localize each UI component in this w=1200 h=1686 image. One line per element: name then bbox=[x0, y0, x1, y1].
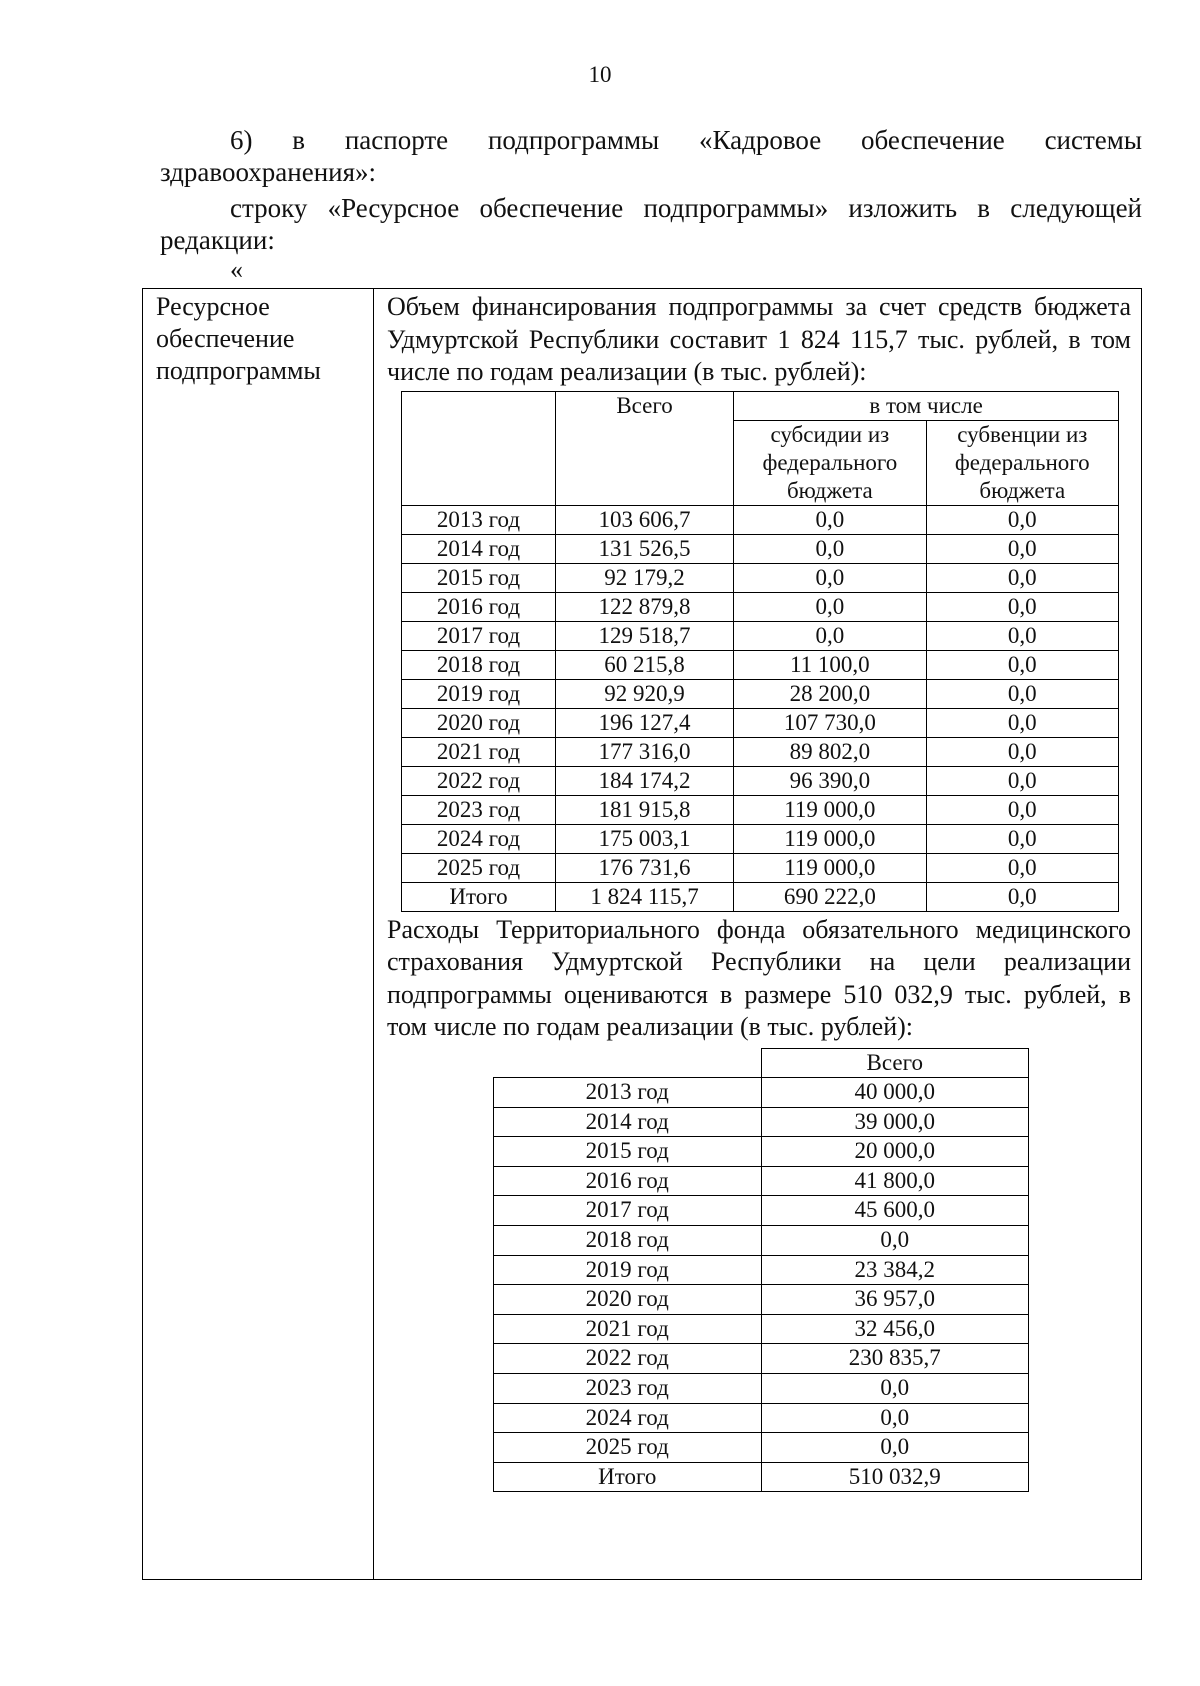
budget-cell-subsidies: 96 390,0 bbox=[734, 766, 926, 795]
budget-cell-year: 2016 год bbox=[402, 592, 556, 621]
budget-cell-year: 2020 год bbox=[402, 708, 556, 737]
budget-cell-subventions: 0,0 bbox=[926, 621, 1118, 650]
tfoms-cell-year: 2018 год bbox=[494, 1226, 762, 1256]
table-row bbox=[402, 882, 1119, 911]
budget-cell-subsidies: 119 000,0 bbox=[734, 824, 926, 853]
table-row bbox=[402, 708, 1119, 737]
budget-cell-total: 60 215,8 bbox=[555, 650, 733, 679]
table-row bbox=[494, 1433, 1029, 1463]
table-row bbox=[494, 1107, 1029, 1137]
budget-cell-total: 103 606,7 bbox=[555, 505, 733, 534]
tfoms-cell-year: 2024 год bbox=[494, 1403, 762, 1433]
budget-cell-total: 175 003,1 bbox=[555, 824, 733, 853]
tfoms-cell-year: 2013 год bbox=[494, 1078, 762, 1108]
budget-cell-subventions: 0,0 bbox=[926, 592, 1118, 621]
budget-cell-total: 122 879,8 bbox=[555, 592, 733, 621]
tfoms-table-header-row bbox=[494, 1048, 1029, 1078]
budget-cell-subventions: 0,0 bbox=[926, 853, 1118, 882]
table-row bbox=[494, 1196, 1029, 1226]
budget-cell-subventions: 0,0 bbox=[926, 737, 1118, 766]
budget-cell-total: 181 915,8 bbox=[555, 795, 733, 824]
budget-cell-subventions: 0,0 bbox=[926, 534, 1118, 563]
budget-cell-year: 2019 год bbox=[402, 679, 556, 708]
tfoms-cell-total: 230 835,7 bbox=[761, 1344, 1029, 1374]
left-cell-line-3: подпрограммы bbox=[156, 356, 321, 385]
tfoms-table bbox=[493, 1048, 1029, 1493]
table-row bbox=[494, 1166, 1029, 1196]
table-row bbox=[402, 563, 1119, 592]
table-row bbox=[402, 534, 1119, 563]
budget-cell-subventions: 0,0 bbox=[926, 679, 1118, 708]
table-row bbox=[402, 650, 1119, 679]
table-row bbox=[402, 824, 1119, 853]
budget-cell-year: 2018 год bbox=[402, 650, 556, 679]
tfoms-cell-total: 45 600,0 bbox=[761, 1196, 1029, 1226]
tfoms-cell-year: 2021 год bbox=[494, 1314, 762, 1344]
tfoms-cell-total: 0,0 bbox=[761, 1403, 1029, 1433]
table-row bbox=[494, 1255, 1029, 1285]
tfoms-cell-total: 23 384,2 bbox=[761, 1255, 1029, 1285]
tfoms-cell-year: 2017 год bbox=[494, 1196, 762, 1226]
tfoms-cell-year: 2025 год bbox=[494, 1433, 762, 1463]
left-cell bbox=[156, 291, 366, 387]
budget-cell-total: 131 526,5 bbox=[555, 534, 733, 563]
budget-table-header-subsidies: субсидии из федерального бюджета bbox=[734, 420, 926, 505]
budget-cell-subsidies: 690 222,0 bbox=[734, 882, 926, 911]
budget-cell-subsidies: 107 730,0 bbox=[734, 708, 926, 737]
budget-cell-year: 2015 год bbox=[402, 563, 556, 592]
tfoms-cell-total: 39 000,0 bbox=[761, 1107, 1029, 1137]
intro-line-4: редакции: bbox=[160, 225, 275, 255]
budget-cell-subventions: 0,0 bbox=[926, 766, 1118, 795]
budget-cell-total: 92 920,9 bbox=[555, 679, 733, 708]
budget-cell-subventions: 0,0 bbox=[926, 563, 1118, 592]
budget-cell-subsidies: 89 802,0 bbox=[734, 737, 926, 766]
budget-cell-year: 2022 год bbox=[402, 766, 556, 795]
column-divider bbox=[373, 289, 374, 1579]
budget-cell-total: 129 518,7 bbox=[555, 621, 733, 650]
budget-cell-subsidies: 28 200,0 bbox=[734, 679, 926, 708]
budget-cell-subsidies: 119 000,0 bbox=[734, 795, 926, 824]
tfoms-cell-year: Итого bbox=[494, 1462, 762, 1492]
budget-cell-subsidies: 0,0 bbox=[734, 592, 926, 621]
tfoms-cell-total: 41 800,0 bbox=[761, 1166, 1029, 1196]
tfoms-table-header-total: Всего bbox=[761, 1048, 1029, 1078]
tfoms-cell-total: 32 456,0 bbox=[761, 1314, 1029, 1344]
budget-cell-subsidies: 0,0 bbox=[734, 534, 926, 563]
tfoms-cell-year: 2020 год bbox=[494, 1285, 762, 1315]
right-cell bbox=[387, 291, 1131, 1492]
budget-cell-total: 196 127,4 bbox=[555, 708, 733, 737]
tfoms-cell-total: 0,0 bbox=[761, 1374, 1029, 1404]
intro-line-3: строку «Ресурсное обеспечение подпрограммы» изложить в следующей bbox=[230, 193, 1142, 223]
budget-cell-subventions: 0,0 bbox=[926, 882, 1118, 911]
table-row bbox=[494, 1462, 1029, 1492]
table-row bbox=[402, 505, 1119, 534]
tfoms-cell-year: 2014 год bbox=[494, 1107, 762, 1137]
table-row bbox=[494, 1226, 1029, 1256]
budget-table-header-row-1 bbox=[402, 391, 1119, 420]
intro-line-2: здравоохранения»: bbox=[160, 157, 377, 187]
tfoms-cell-total: 20 000,0 bbox=[761, 1137, 1029, 1167]
budget-cell-subsidies: 11 100,0 bbox=[734, 650, 926, 679]
budget-cell-subventions: 0,0 bbox=[926, 505, 1118, 534]
table-row bbox=[402, 853, 1119, 882]
table-row bbox=[402, 592, 1119, 621]
tfoms-cell-year: 2022 год bbox=[494, 1344, 762, 1374]
tfoms-cell-year: 2016 год bbox=[494, 1166, 762, 1196]
budget-cell-total: 184 174,2 bbox=[555, 766, 733, 795]
budget-cell-subventions: 0,0 bbox=[926, 795, 1118, 824]
budget-cell-subsidies: 0,0 bbox=[734, 505, 926, 534]
budget-cell-year: 2025 год bbox=[402, 853, 556, 882]
table-row bbox=[402, 795, 1119, 824]
budget-cell-year: 2014 год bbox=[402, 534, 556, 563]
budget-cell-subventions: 0,0 bbox=[926, 824, 1118, 853]
tfoms-paragraph: Расходы Территориального фонда обязательного медицинского страхования Удмуртской Республики на цели реализации подпрограммы оцениваются в размере 510 032,9 тыс. рублей, в том числе по годам реализации (в тыс. рублей): bbox=[387, 914, 1131, 1041]
tfoms-cell-total: 510 032,9 bbox=[761, 1462, 1029, 1492]
tfoms-cell-year: 2015 год bbox=[494, 1137, 762, 1167]
budget-cell-year: 2017 год bbox=[402, 621, 556, 650]
budget-cell-year: 2023 год bbox=[402, 795, 556, 824]
tfoms-table-corner bbox=[494, 1048, 762, 1078]
budget-table-header-subventions: субвенции из федерального бюджета bbox=[926, 420, 1118, 505]
page-number: 10 bbox=[588, 62, 612, 87]
budget-cell-total: 1 824 115,7 bbox=[555, 882, 733, 911]
budget-cell-subsidies: 0,0 bbox=[734, 563, 926, 592]
budget-table bbox=[401, 391, 1119, 912]
tfoms-cell-year: 2023 год bbox=[494, 1374, 762, 1404]
table-row bbox=[494, 1374, 1029, 1404]
table-row bbox=[494, 1285, 1029, 1315]
passport-table bbox=[142, 288, 1142, 1580]
budget-cell-total: 176 731,6 bbox=[555, 853, 733, 882]
table-row bbox=[494, 1403, 1029, 1433]
budget-cell-year: 2024 год bbox=[402, 824, 556, 853]
budget-table-header-total: Всего bbox=[555, 391, 733, 505]
budget-paragraph: Объем финансирования подпрограммы за счет средств бюджета Удмуртской Республики составит 1 824 115,7 тыс. рублей, в том числе по годам реализации (в тыс. рублей): bbox=[387, 292, 1131, 386]
table-row bbox=[494, 1314, 1029, 1344]
budget-cell-total: 92 179,2 bbox=[555, 563, 733, 592]
budget-cell-total: 177 316,0 bbox=[555, 737, 733, 766]
tfoms-cell-total: 40 000,0 bbox=[761, 1078, 1029, 1108]
tfoms-cell-total: 36 957,0 bbox=[761, 1285, 1029, 1315]
left-cell-line-2: обеспечение bbox=[156, 324, 295, 353]
tfoms-cell-total: 0,0 bbox=[761, 1433, 1029, 1463]
budget-cell-subventions: 0,0 bbox=[926, 650, 1118, 679]
table-row bbox=[402, 737, 1119, 766]
left-cell-line-1: Ресурсное bbox=[156, 292, 270, 321]
table-row bbox=[494, 1137, 1029, 1167]
budget-cell-subsidies: 119 000,0 bbox=[734, 853, 926, 882]
budget-table-header-including: в том числе bbox=[734, 391, 1119, 420]
open-quote: « bbox=[230, 255, 243, 284]
table-row bbox=[402, 679, 1119, 708]
table-row bbox=[402, 766, 1119, 795]
budget-cell-year: 2013 год bbox=[402, 505, 556, 534]
table-row bbox=[402, 621, 1119, 650]
tfoms-cell-year: 2019 год bbox=[494, 1255, 762, 1285]
intro-line-1: 6) в паспорте подпрограммы «Кадровое обеспечение системы bbox=[230, 125, 1142, 155]
tfoms-cell-total: 0,0 bbox=[761, 1226, 1029, 1256]
budget-cell-subsidies: 0,0 bbox=[734, 621, 926, 650]
budget-cell-year: Итого bbox=[402, 882, 556, 911]
table-row bbox=[494, 1078, 1029, 1108]
budget-cell-year: 2021 год bbox=[402, 737, 556, 766]
table-row bbox=[494, 1344, 1029, 1374]
budget-cell-subventions: 0,0 bbox=[926, 708, 1118, 737]
budget-table-corner bbox=[402, 391, 556, 505]
